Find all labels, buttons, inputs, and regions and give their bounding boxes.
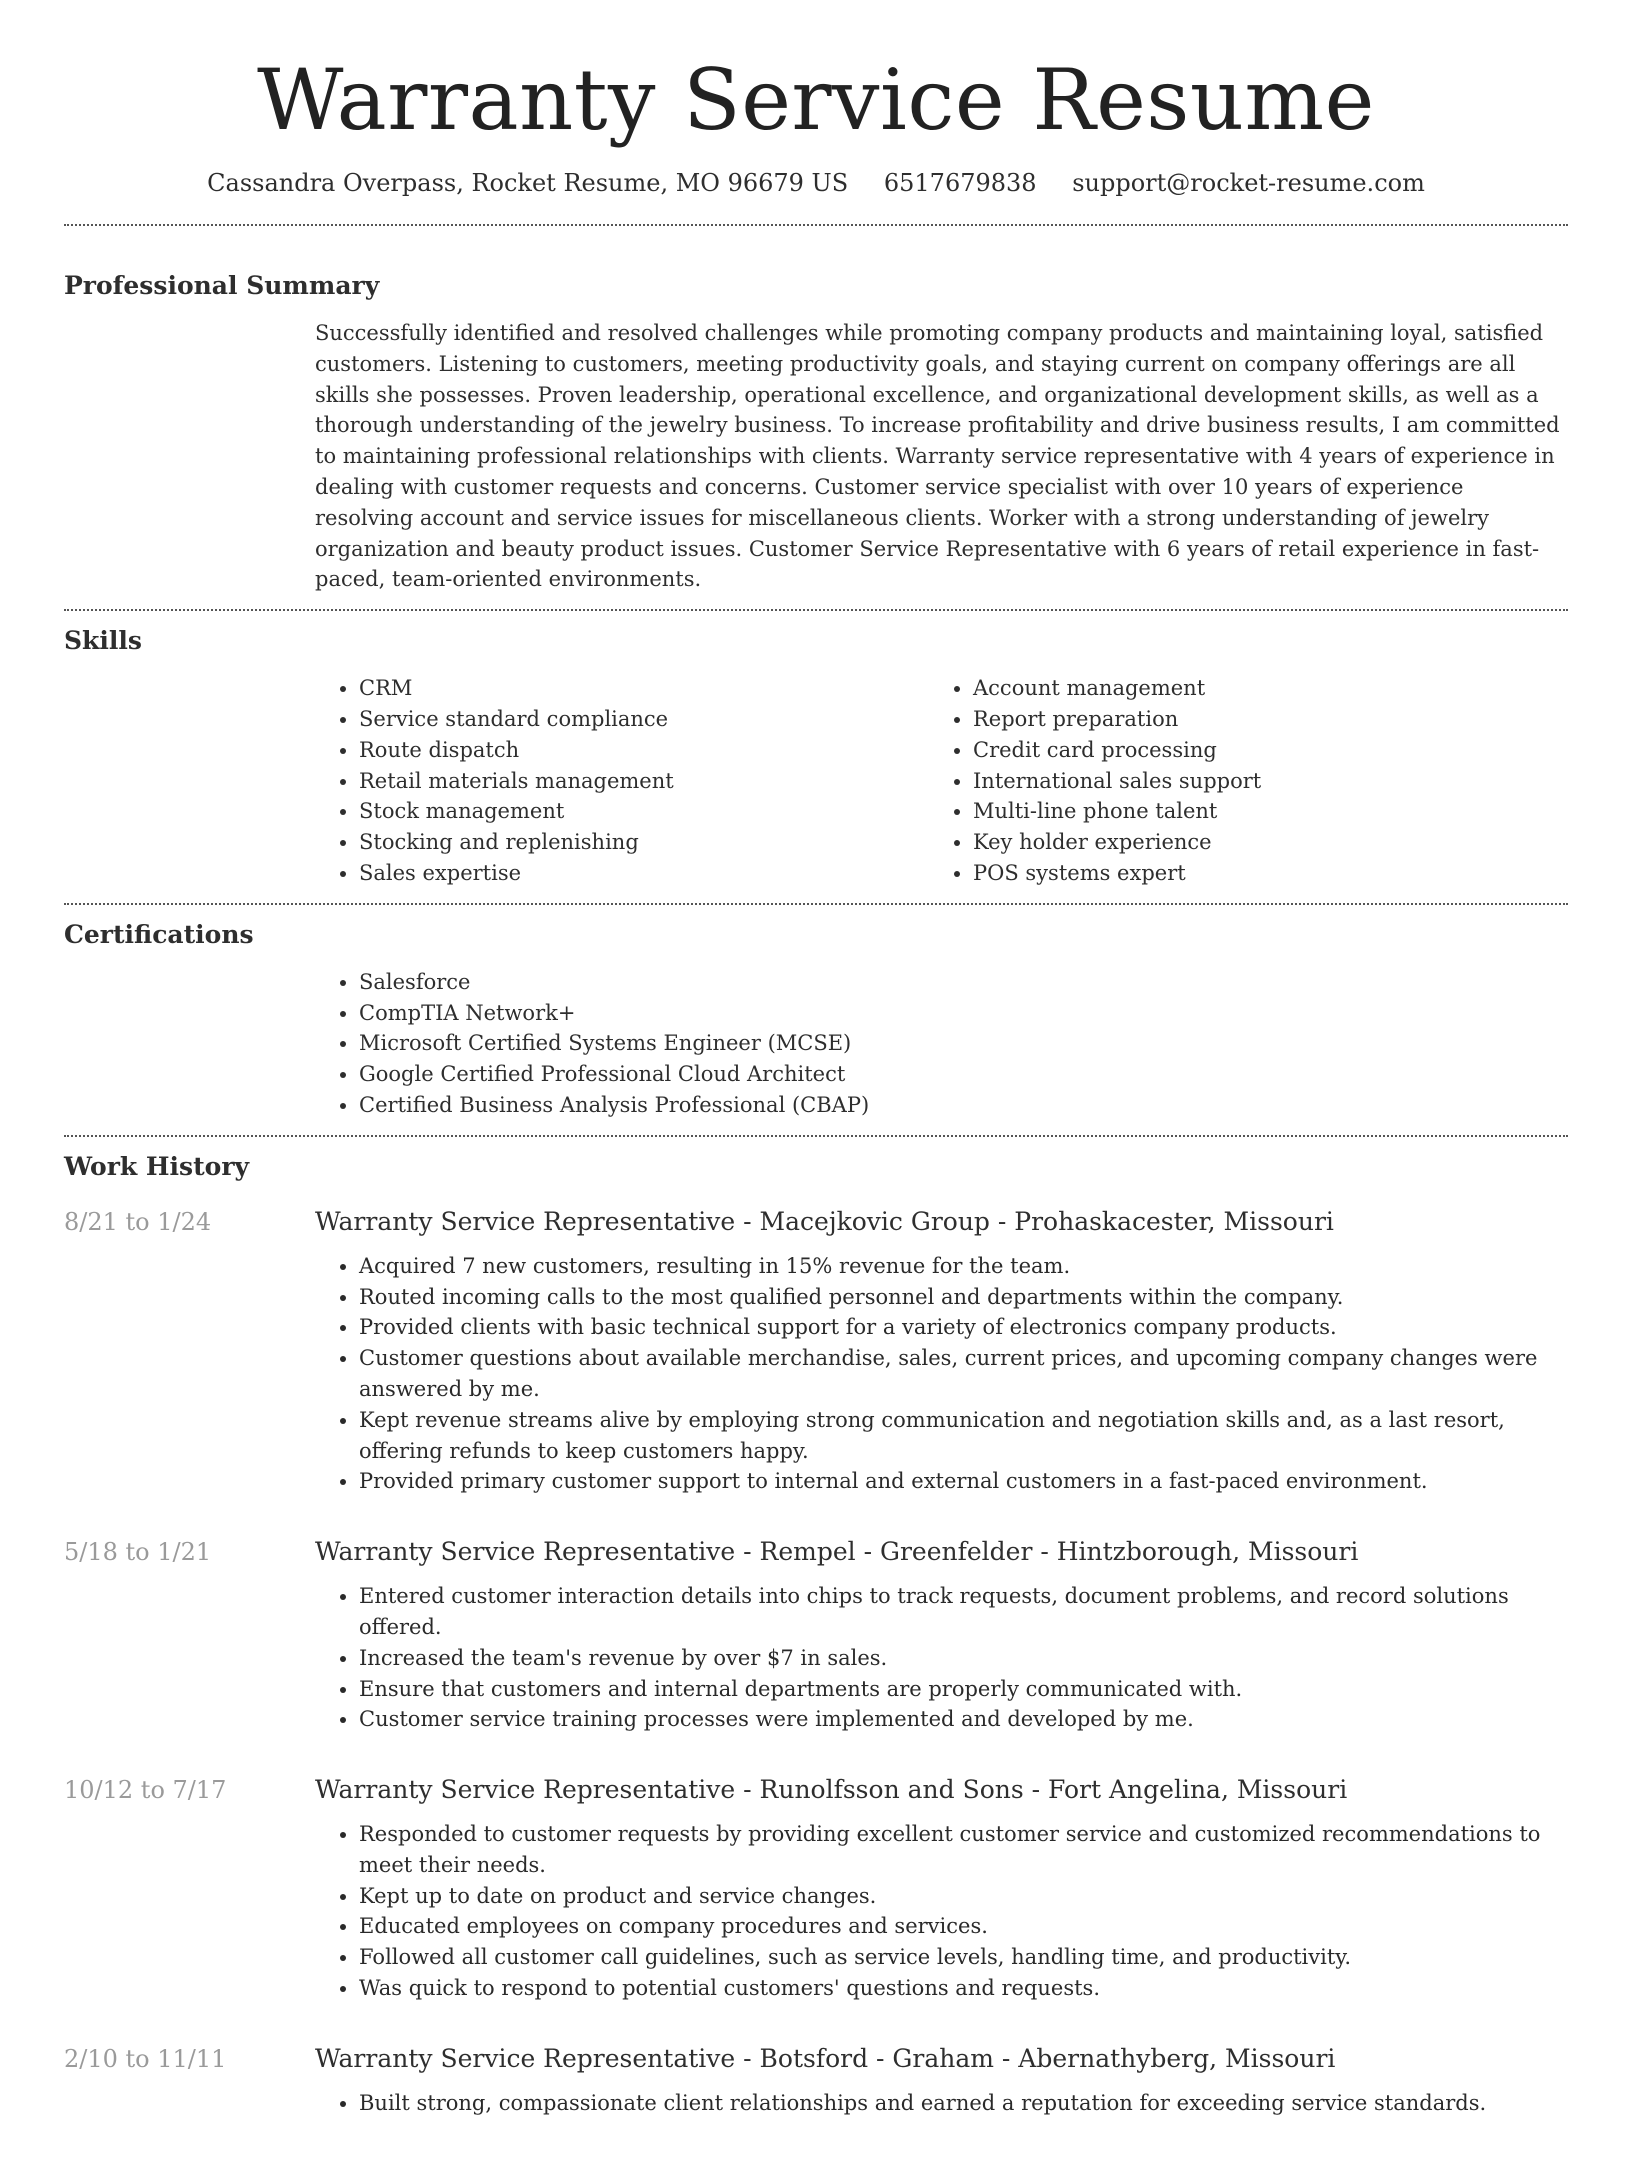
job-bullet: • Educated employees on company procedures and services. — [359, 1911, 1568, 1942]
job-bullet: • Ensure that customers and internal departments are properly communicated with. — [359, 1674, 1568, 1705]
job-bullet: • Kept up to date on product and service changes. — [359, 1881, 1568, 1912]
work-history-section — [64, 1147, 1568, 2150]
skills-heading: Skills — [64, 626, 142, 656]
job-bullet: • Responded to customer requests by providing excellent customer service and customized recommendations to meet their needs. — [359, 1819, 1568, 1881]
skill-item: • Route dispatch — [359, 735, 929, 766]
skill-item: • Multi-line phone talent — [973, 796, 1543, 827]
skill-item: • POS systems expert — [973, 858, 1543, 889]
job-bullets — [315, 1581, 1568, 1735]
job-bullet-list — [315, 1819, 1568, 2004]
skill-item: • Report preparation — [973, 704, 1543, 735]
job-bullet: • Customer questions about available merchandise, sales, current prices, and upcoming company changes were answered by me. — [359, 1343, 1568, 1405]
certifications-heading: Certifications — [64, 919, 254, 949]
job-bullet: • Kept revenue streams alive by employing strong communication and negotiation skills and, as a last resort, offering refunds to keep customers happy. — [359, 1405, 1568, 1467]
job-bullet: • Was quick to respond to potential customers' questions and requests. — [359, 1973, 1568, 2004]
job-bullets — [315, 1251, 1568, 1497]
skill-item: • Account management — [973, 673, 1543, 704]
skill-item: • CRM — [359, 673, 929, 704]
resume-page — [64, 0, 1568, 2183]
work-history-heading: Work History — [64, 1151, 250, 1181]
section-divider — [64, 1135, 1568, 1137]
job-bullet-list — [315, 1581, 1568, 1735]
job-bullet: • Followed all customer call guidelines, such as service levels, handling time, and productivity. — [359, 1942, 1568, 1973]
job-header — [64, 1201, 1568, 1243]
skill-item: • Stock management — [359, 796, 929, 827]
job-bullet: • Built strong, compassionate client relationships and earned a reputation for exceeding service standards. — [359, 2088, 1568, 2119]
section-divider — [64, 903, 1568, 905]
contact-address: Cassandra Overpass, Rocket Resume, MO 96679 US — [207, 169, 849, 197]
job-title: Warranty Service Representative - Botsford - Graham - Abernathyberg, Missouri — [315, 2043, 1336, 2073]
skills-grid — [315, 673, 1568, 889]
job-entry — [64, 1769, 1568, 2004]
job-entry — [64, 1531, 1568, 1735]
job-bullets — [315, 2088, 1568, 2150]
job-dates: 10/12 to 7/17 — [64, 1776, 227, 1805]
skill-item: • Stocking and replenishing — [359, 827, 929, 858]
job-entry — [64, 2038, 1568, 2150]
job-bullet: • Entered customer interaction details into chips to track requests, document problems, and record solutions offered. — [359, 1581, 1568, 1643]
job-bullets — [315, 1819, 1568, 2004]
job-title: Warranty Service Representative - Macejkovic Group - Prohaskacester, Missouri — [315, 1206, 1334, 1236]
job-bullet: • Routed incoming calls to the most qualified personnel and departments within the company. — [359, 1282, 1568, 1313]
skill-item: • Service standard compliance — [359, 704, 929, 735]
job-dates: 2/10 to 11/11 — [64, 2044, 227, 2073]
job-header — [64, 1769, 1568, 1811]
certification-item: • Certified Business Analysis Professional (CBAP) — [359, 1090, 1568, 1121]
skills-left-column — [315, 673, 929, 889]
resume-title: Warranty Service Resume — [257, 51, 1375, 149]
skill-item: • Credit card processing — [973, 735, 1543, 766]
skills-section — [64, 621, 1568, 889]
certification-item: • Salesforce — [359, 967, 1568, 998]
job-header — [64, 2038, 1568, 2080]
certification-item: • Microsoft Certified Systems Engineer (MCSE) — [359, 1028, 1568, 1059]
section-divider — [64, 224, 1568, 226]
certification-item: • Google Certified Professional Cloud Architect — [359, 1059, 1568, 1090]
job-bullet: • Increased the team's revenue by over $7 in sales. — [359, 1643, 1568, 1674]
summary-heading: Professional Summary — [64, 271, 380, 300]
job-title: Warranty Service Representative - Rempel - Greenfelder - Hintzborough, Missouri — [315, 1537, 1359, 1567]
job-dates: 5/18 to 1/21 — [64, 1538, 212, 1567]
job-bullet: • Provided primary customer support to internal and external customers in a fast-paced environment. — [359, 1466, 1568, 1497]
summary-section — [64, 266, 1568, 595]
job-header — [64, 1531, 1568, 1573]
jobs-container — [64, 1201, 1568, 2150]
certification-item: • CompTIA Network+ — [359, 998, 1568, 1029]
job-bullet: • Customer service training processes were implemented and developed by me. — [359, 1704, 1568, 1735]
certifications-section — [64, 915, 1568, 1121]
job-bullet-list — [315, 2088, 1568, 2150]
skill-item: • Key holder experience — [973, 827, 1543, 858]
summary-body — [315, 318, 1568, 595]
skill-item: • International sales support — [973, 766, 1543, 797]
skill-item: • Sales expertise — [359, 858, 929, 889]
job-bullet: • Acquired 7 new customers, resulting in 15% revenue for the team. — [359, 1251, 1568, 1282]
contact-email: support@rocket-resume.com — [1072, 169, 1425, 197]
job-bullet: • Provided clients with basic technical support for a variety of electronics company products. — [359, 1312, 1568, 1343]
job-entry — [64, 1201, 1568, 1497]
job-title: Warranty Service Representative - Runolfsson and Sons - Fort Angelina, Missouri — [315, 1775, 1348, 1805]
section-divider — [64, 609, 1568, 611]
job-bullet-list — [315, 1251, 1568, 1497]
certifications-body — [315, 967, 1568, 1121]
skills-left-list — [315, 673, 929, 889]
skills-right-list — [929, 673, 1543, 889]
skill-item: • Retail materials management — [359, 766, 929, 797]
job-dates: 8/21 to 1/24 — [64, 1207, 212, 1236]
skills-right-column — [929, 673, 1543, 889]
contact-line — [64, 166, 1568, 200]
certifications-list — [315, 967, 1568, 1121]
summary-text: Successfully identified and resolved challenges while promoting company products and maintaining loyal, satisfied customers. Listening to customers, meeting productivity goals, and staying current on company offerings are all skills she possesses. Proven leadership, operational excellence, and organizational development skills, as well as a thorough understanding of the jewelry business. To increase profitability and drive business results, I am committed to maintaining professional relationships with clients. Warranty service representative with 4 years of experience in dealing with customer requests and concerns. Customer service specialist with over 10 years of experience resolving account and service issues for miscellaneous clients. Worker with a strong understanding of jewelry organization and beauty product issues. Customer Service Representative with 6 years of retail experience in fast-paced, team-oriented environments. — [315, 321, 1560, 592]
contact-phone: 6517679838 — [883, 169, 1037, 197]
